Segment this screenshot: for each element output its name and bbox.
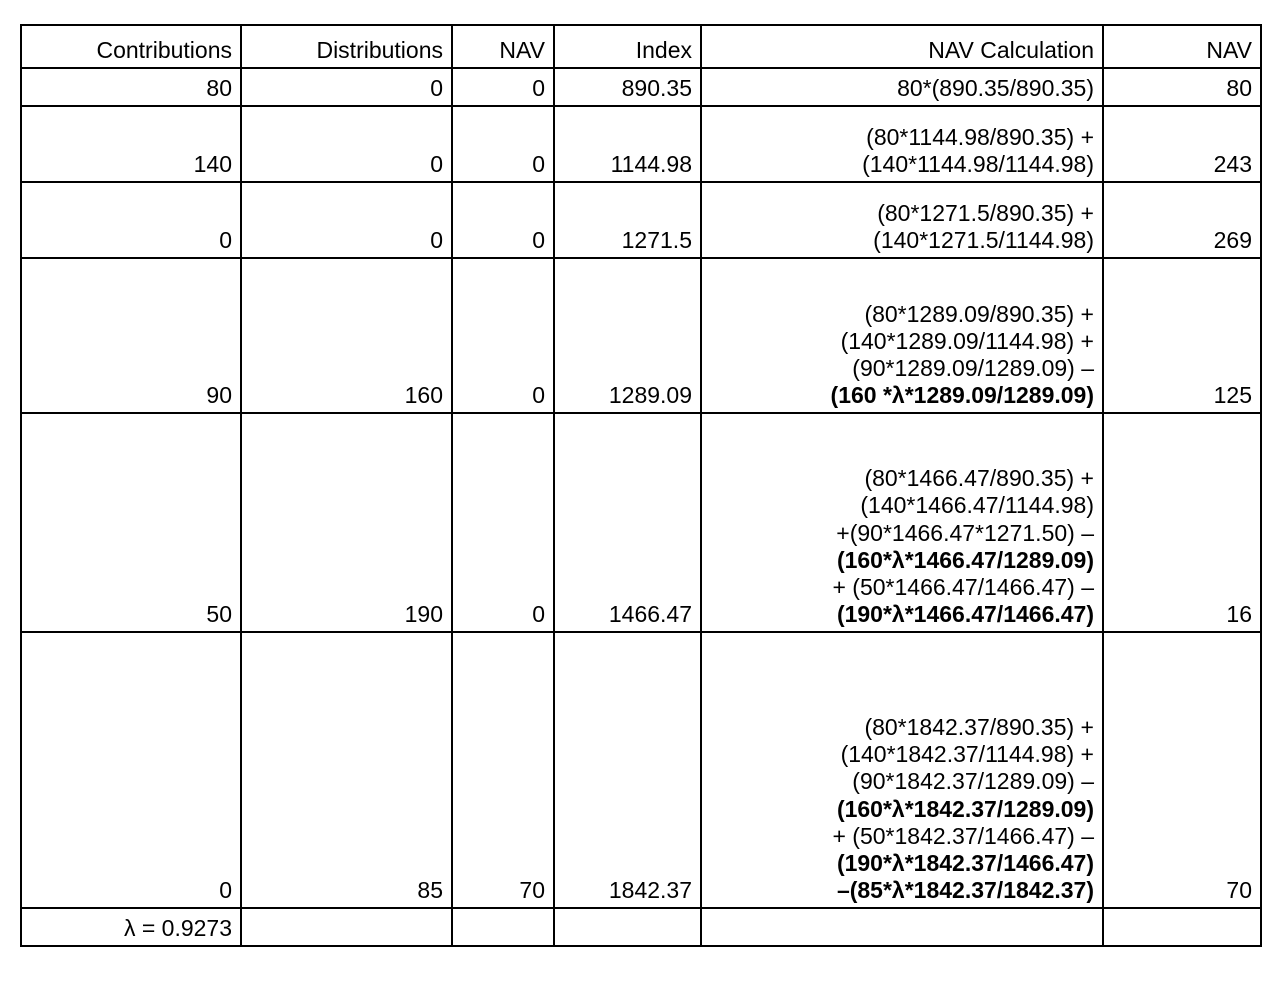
formula-line: (140*1466.47/1144.98) bbox=[860, 492, 1094, 519]
footer-cell-nav-calculation bbox=[701, 908, 1103, 946]
formula-line: (80*1466.47/890.35) + bbox=[864, 465, 1094, 492]
cell-nav-out: 16 bbox=[1103, 413, 1261, 632]
cell-nav-out: 269 bbox=[1103, 182, 1261, 258]
cell-contributions: 90 bbox=[21, 258, 241, 413]
column-header-nav-out: NAV bbox=[1103, 25, 1261, 68]
lambda-value-note: λ = 0.9273 bbox=[21, 908, 241, 946]
cell-contributions: 80 bbox=[21, 68, 241, 106]
nav-calculation-table bbox=[20, 24, 1262, 947]
cell-nav-out: 70 bbox=[1103, 632, 1261, 908]
formula-line: (140*1144.98/1144.98) bbox=[862, 150, 1094, 177]
cell-nav-in: 0 bbox=[452, 258, 554, 413]
footer-cell-distributions bbox=[241, 908, 452, 946]
formula-line: + (50*1842.37/1466.47) – bbox=[832, 822, 1094, 849]
cell-contributions: 50 bbox=[21, 413, 241, 632]
footer-cell-nav-out bbox=[1103, 908, 1261, 946]
cell-contributions: 0 bbox=[21, 632, 241, 908]
formula-line: –(85*λ*1842.37/1842.37) bbox=[836, 876, 1094, 903]
cell-nav-calculation bbox=[701, 106, 1103, 182]
formula-line: +(90*1466.47*1271.50) – bbox=[836, 519, 1094, 546]
cell-nav-in: 0 bbox=[452, 106, 554, 182]
formula-line: (80*1289.09/890.35) + bbox=[864, 300, 1094, 327]
table-body bbox=[21, 68, 1261, 946]
cell-nav-out: 125 bbox=[1103, 258, 1261, 413]
table-row bbox=[21, 413, 1261, 632]
formula-line: (80*1144.98/890.35) + bbox=[866, 123, 1094, 150]
formula-line: (140*1842.37/1144.98) + bbox=[840, 741, 1094, 768]
cell-index: 1144.98 bbox=[554, 106, 701, 182]
cell-nav-calculation bbox=[701, 68, 1103, 106]
cell-nav-calculation bbox=[701, 182, 1103, 258]
column-header-contributions: Contributions bbox=[21, 25, 241, 68]
formula-line: (160*λ*1466.47/1289.09) bbox=[836, 546, 1094, 573]
cell-contributions: 0 bbox=[21, 182, 241, 258]
table-row bbox=[21, 106, 1261, 182]
formula-line: (80*1842.37/890.35) + bbox=[864, 714, 1094, 741]
cell-nav-calculation bbox=[701, 413, 1103, 632]
table-row bbox=[21, 258, 1261, 413]
formula-line: (190*λ*1842.37/1466.47) bbox=[836, 849, 1094, 876]
column-header-nav-in: NAV bbox=[452, 25, 554, 68]
formula-line: 80*(890.35/890.35) bbox=[897, 74, 1094, 101]
formula-line: (140*1271.5/1144.98) bbox=[873, 226, 1094, 253]
column-header-distributions: Distributions bbox=[241, 25, 452, 68]
footer-cell-nav-in bbox=[452, 908, 554, 946]
cell-nav-in: 0 bbox=[452, 68, 554, 106]
table-header bbox=[21, 25, 1261, 68]
formula-line: (160*λ*1842.37/1289.09) bbox=[836, 795, 1094, 822]
table-footer-row bbox=[21, 908, 1261, 946]
cell-distributions: 85 bbox=[241, 632, 452, 908]
formula-line: (140*1289.09/1144.98) + bbox=[840, 327, 1094, 354]
cell-nav-calculation bbox=[701, 632, 1103, 908]
table-row bbox=[21, 182, 1261, 258]
cell-distributions: 0 bbox=[241, 68, 452, 106]
column-header-nav-calculation: NAV Calculation bbox=[701, 25, 1103, 68]
cell-nav-in: 0 bbox=[452, 182, 554, 258]
cell-index: 1842.37 bbox=[554, 632, 701, 908]
column-header-index: Index bbox=[554, 25, 701, 68]
cell-nav-out: 80 bbox=[1103, 68, 1261, 106]
cell-distributions: 0 bbox=[241, 182, 452, 258]
cell-distributions: 0 bbox=[241, 106, 452, 182]
cell-nav-out: 243 bbox=[1103, 106, 1261, 182]
formula-line: (90*1842.37/1289.09) – bbox=[852, 768, 1094, 795]
cell-distributions: 160 bbox=[241, 258, 452, 413]
formula-line: (80*1271.5/890.35) + bbox=[877, 199, 1094, 226]
cell-index: 1271.5 bbox=[554, 182, 701, 258]
formula-line: (190*λ*1466.47/1466.47) bbox=[836, 600, 1094, 627]
cell-nav-in: 0 bbox=[452, 413, 554, 632]
cell-nav-calculation bbox=[701, 258, 1103, 413]
cell-distributions: 190 bbox=[241, 413, 452, 632]
cell-index: 1289.09 bbox=[554, 258, 701, 413]
cell-nav-in: 70 bbox=[452, 632, 554, 908]
formula-line: (160 *λ*1289.09/1289.09) bbox=[830, 381, 1094, 408]
footer-cell-index bbox=[554, 908, 701, 946]
header-row bbox=[21, 25, 1261, 68]
formula-line: + (50*1466.47/1466.47) – bbox=[832, 573, 1094, 600]
table-row bbox=[21, 68, 1261, 106]
cell-index: 890.35 bbox=[554, 68, 701, 106]
cell-index: 1466.47 bbox=[554, 413, 701, 632]
cell-contributions: 140 bbox=[21, 106, 241, 182]
table-row bbox=[21, 632, 1261, 908]
formula-line: (90*1289.09/1289.09) – bbox=[852, 354, 1094, 381]
